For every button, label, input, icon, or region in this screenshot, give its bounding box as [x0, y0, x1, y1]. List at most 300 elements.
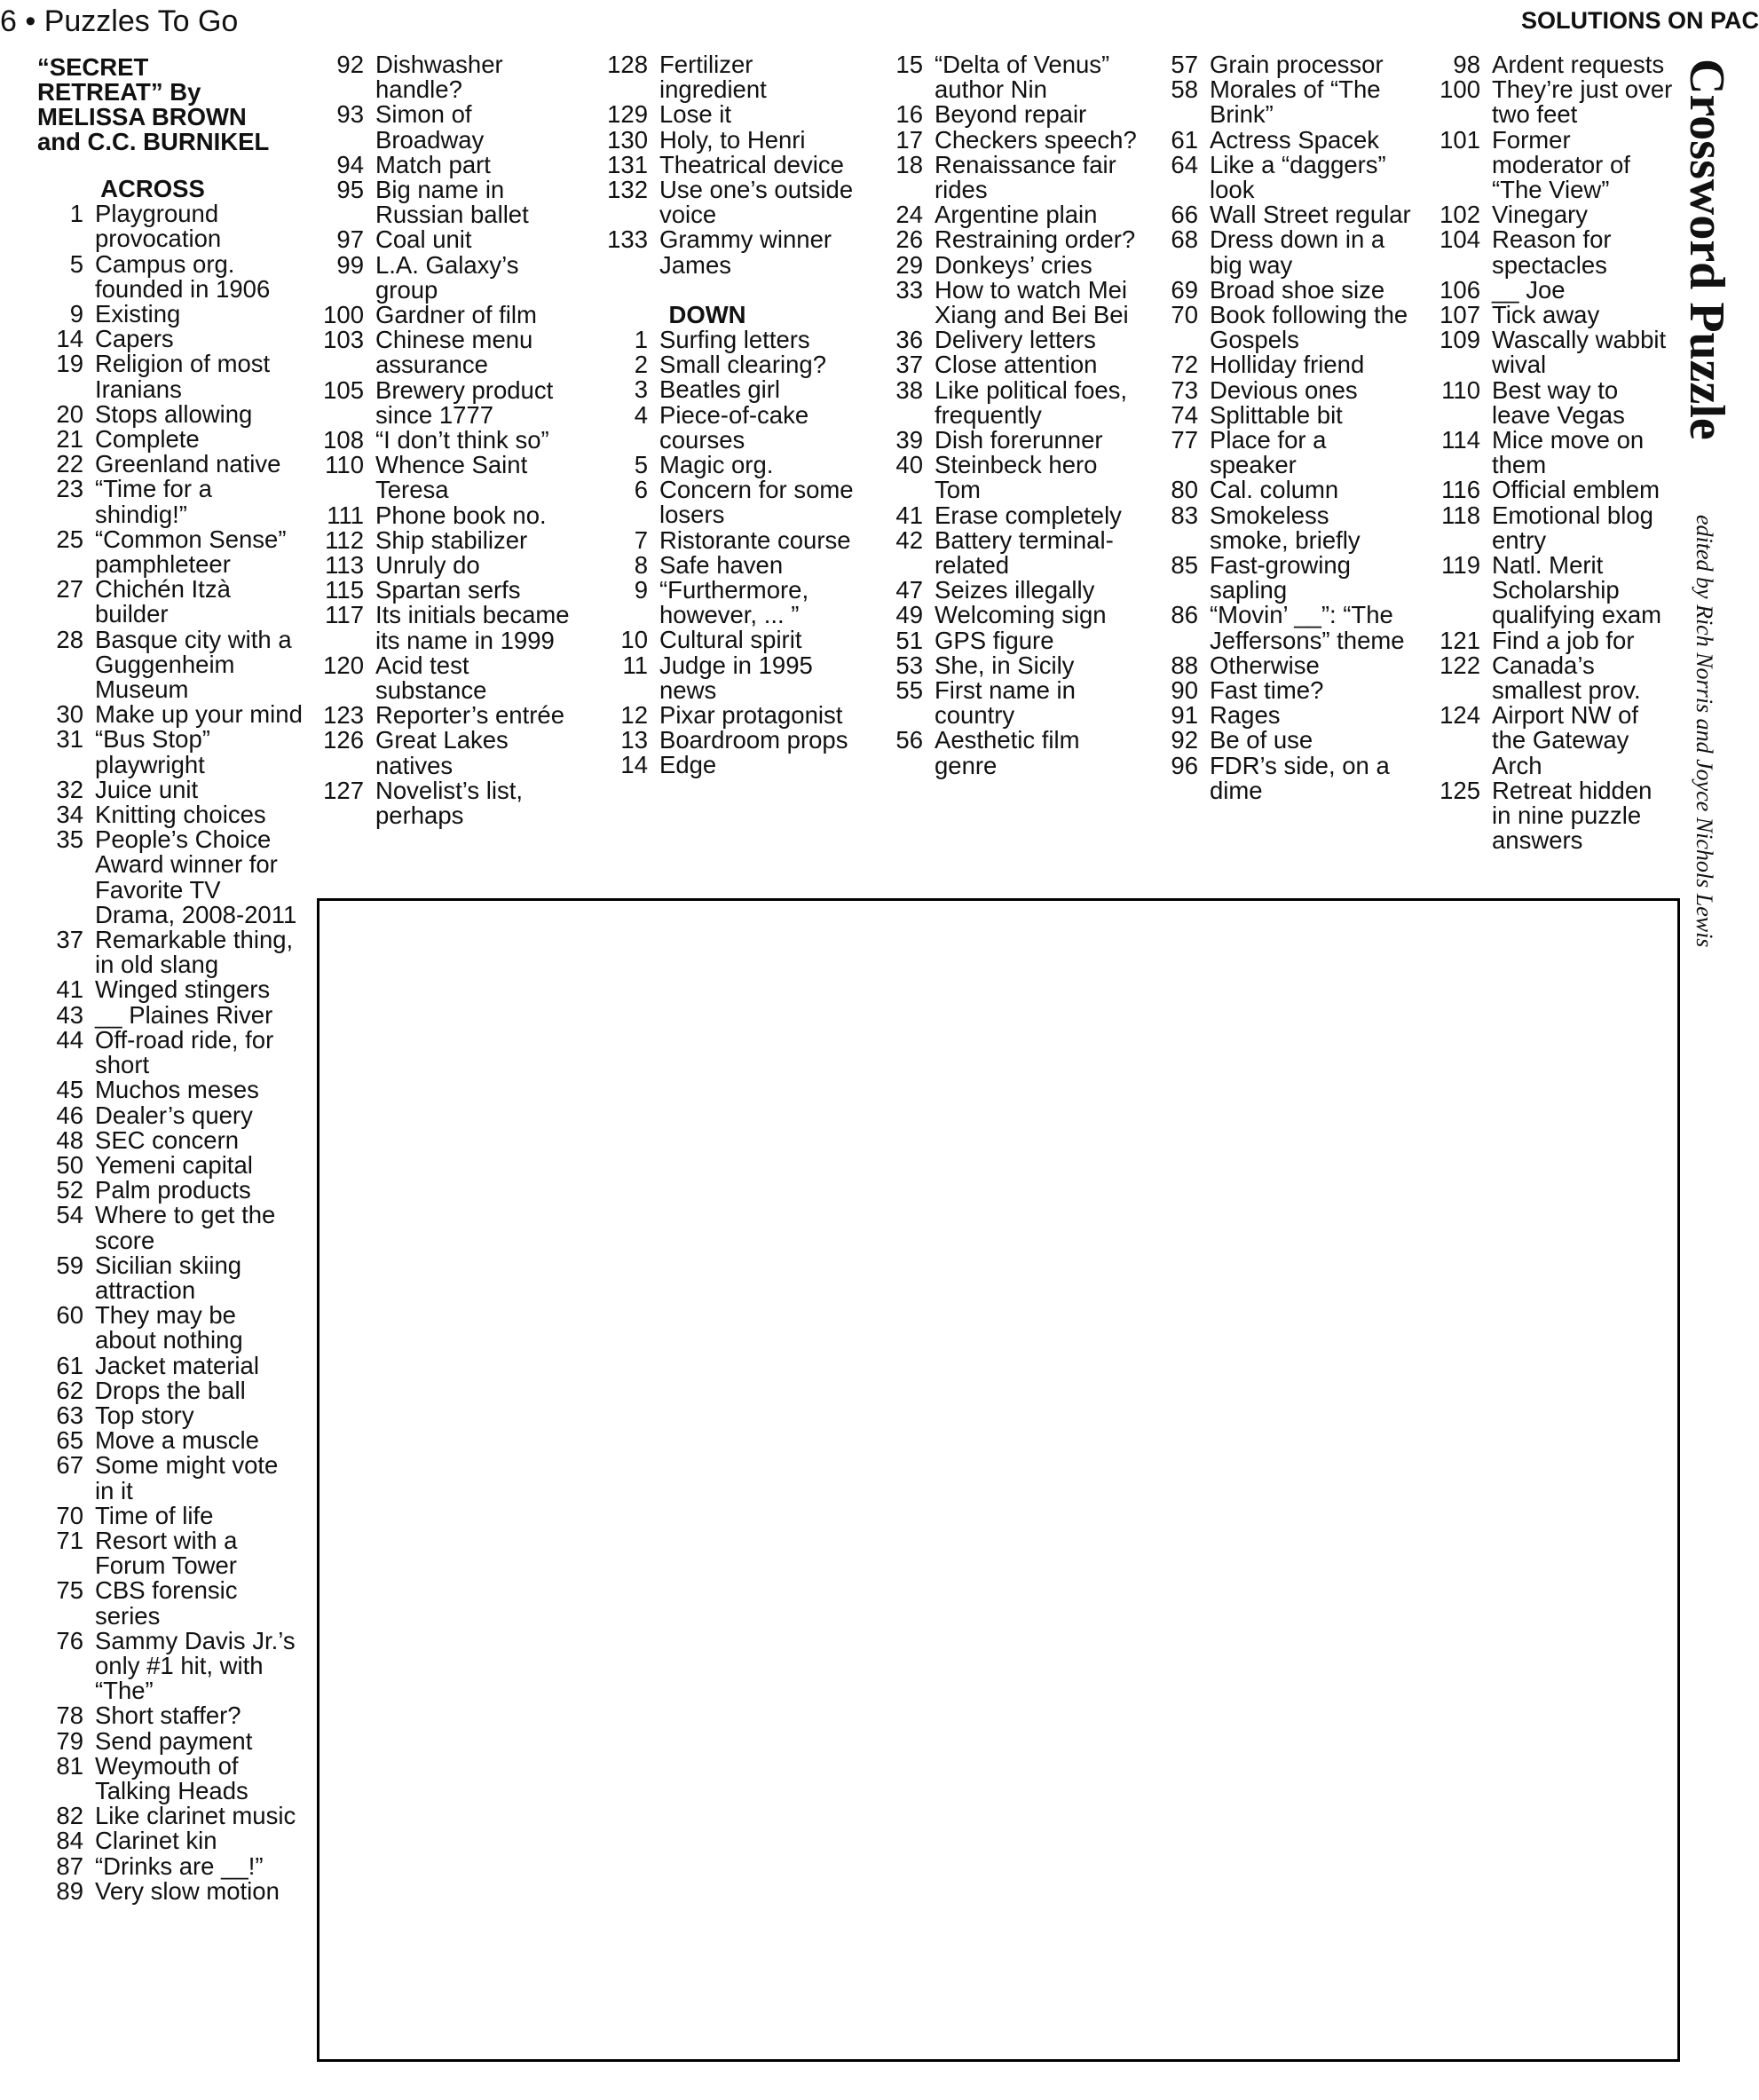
- clue-number: 37: [895, 351, 923, 379]
- down-clue: [872, 250, 1138, 279]
- clue-text: __ Plaines River: [95, 1000, 273, 1029]
- clue-number: 61: [1171, 125, 1198, 154]
- clue-number: 85: [1171, 551, 1198, 580]
- clue-number: 60: [56, 1301, 83, 1330]
- clue-text: Smokeless smoke, briefly: [1210, 501, 1361, 554]
- clue-text: Surfing letters: [659, 326, 810, 354]
- clue-text: Weymouth of Talking Heads: [95, 1751, 248, 1804]
- down-clue: [588, 628, 863, 652]
- clue-text: Gardner of film: [375, 301, 537, 329]
- down-clue: [588, 453, 863, 478]
- clue-text: __ Joe: [1492, 275, 1566, 304]
- clue-text: CBS forensic series: [95, 1576, 238, 1630]
- across-clue: [37, 1578, 304, 1628]
- clue-text: Religion of most Iranians: [95, 350, 271, 403]
- down-clue: [1420, 52, 1677, 77]
- clue-text: Remarkable thing, in old slang: [95, 926, 294, 979]
- clue-text: Chinese menu assurance: [375, 326, 533, 379]
- clue-text: Short staffer?: [95, 1701, 241, 1730]
- clue-text: Natl. Merit Scholarship qualifying exam: [1492, 551, 1662, 629]
- across-clue: [37, 1078, 304, 1102]
- across-clue: [312, 375, 579, 429]
- clue-number: 42: [895, 525, 923, 554]
- clue-number: 81: [56, 1751, 83, 1780]
- clue-text: Official emblem: [1492, 476, 1660, 504]
- clue-text: “Common Sense” pamphleteer: [95, 525, 287, 579]
- clue-number: 27: [56, 575, 83, 604]
- clue-text: Magic org.: [659, 451, 774, 479]
- clue-number: 104: [1440, 225, 1480, 254]
- clue-text: Simon of Broadway: [375, 100, 485, 154]
- down-clue: [588, 703, 863, 728]
- clue-text: “Time for a shindig!”: [95, 475, 212, 528]
- clue-text: Fast-growing sapling: [1210, 551, 1351, 604]
- clue-number: 25: [56, 525, 83, 553]
- clue-number: 69: [1171, 275, 1198, 304]
- clue-text: FDR’s side, on a dime: [1210, 751, 1390, 804]
- clue-text: Phone book no.: [375, 501, 547, 529]
- clue-number: 78: [56, 1701, 83, 1730]
- clue-number: 26: [895, 225, 923, 254]
- down-clue: [872, 678, 1138, 728]
- clue-number: 1: [69, 200, 83, 228]
- clue-text: Emotional blog entry: [1492, 501, 1653, 554]
- clue-number: 68: [1171, 225, 1198, 254]
- clue-number: 84: [56, 1827, 83, 1855]
- down-clue: [872, 227, 1138, 252]
- across-clue: [37, 727, 304, 777]
- clue-number: 123: [323, 701, 364, 730]
- across-clue: [588, 150, 863, 178]
- clue-text: Cal. column: [1210, 476, 1339, 504]
- across-clue: [37, 477, 304, 526]
- clue-text: Greenland native: [95, 450, 281, 478]
- across-clue: [312, 303, 579, 328]
- clue-number: 92: [1171, 726, 1198, 754]
- down-clue: [872, 375, 1138, 429]
- clue-column-1: [37, 177, 304, 1904]
- across-clue: [37, 802, 304, 827]
- clue-number: 9: [634, 576, 648, 604]
- clue-number: 87: [56, 1851, 83, 1880]
- puzzle-byline: [37, 55, 312, 154]
- clue-number: 23: [56, 475, 83, 503]
- across-clue: [588, 102, 863, 127]
- clue-text: Complete: [95, 425, 200, 454]
- clue-text: Renaissance fair rides: [935, 150, 1116, 204]
- clue-text: Juice unit: [95, 775, 199, 803]
- clue-text: Dealer’s query: [95, 1101, 253, 1129]
- clue-number: 127: [323, 776, 364, 804]
- solutions-reference: SOLUTIONS ON PAC: [1520, 7, 1759, 34]
- clue-text: Actress Spacek: [1210, 125, 1380, 154]
- clue-number: 32: [56, 775, 83, 803]
- clue-text: Top story: [95, 1401, 194, 1429]
- clue-text: Fertilizer ingredient: [659, 51, 767, 104]
- clue-number: 128: [607, 51, 648, 78]
- clue-text: Former moderator of “The View”: [1492, 125, 1630, 204]
- across-clue: [588, 52, 863, 102]
- across-clue: [312, 503, 579, 528]
- byline-line: “SECRET: [37, 53, 149, 81]
- clue-text: “Drinks are __!”: [95, 1851, 264, 1880]
- down-clue: [1147, 275, 1413, 304]
- clue-column-6: [1420, 52, 1677, 854]
- across-clue: [312, 653, 579, 703]
- clue-number: 51: [895, 626, 923, 654]
- clue-number: 65: [56, 1426, 83, 1455]
- clue-number: 95: [336, 176, 364, 204]
- clue-text: Reason for spectacles: [1492, 225, 1612, 279]
- clue-number: 14: [620, 751, 648, 779]
- clue-number: 37: [56, 926, 83, 954]
- clue-text: Some might vote in it: [95, 1451, 279, 1504]
- clue-text: Steinbeck hero Tom: [935, 451, 1098, 504]
- clue-number: 7: [634, 525, 648, 554]
- clue-number: 11: [622, 651, 648, 679]
- across-clue: [312, 453, 579, 502]
- clue-number: 5: [634, 451, 648, 479]
- clue-text: Like a “daggers” look: [1210, 150, 1386, 204]
- clue-number: 24: [895, 201, 923, 229]
- down-clue: [588, 525, 863, 554]
- clue-number: 89: [56, 1876, 83, 1905]
- across-clue: [312, 52, 579, 102]
- clue-text: How to watch Mei Xiang and Bei Bei: [935, 275, 1129, 329]
- clue-number: 117: [325, 601, 364, 629]
- clue-number: 100: [323, 301, 364, 329]
- down-clue: [1420, 303, 1677, 328]
- down-clue: [1420, 77, 1677, 127]
- clue-number: 62: [56, 1376, 83, 1404]
- clue-number: 100: [1440, 75, 1480, 104]
- clue-number: 49: [895, 601, 923, 629]
- puzzle-title-container: [1679, 59, 1735, 467]
- clue-number: 80: [1171, 476, 1198, 504]
- clue-text: Basque city with a Guggenheim Museum: [95, 625, 292, 704]
- clue-text: SEC concern: [95, 1125, 240, 1154]
- clue-text: Argentine plain: [935, 201, 1098, 229]
- clue-text: Chichén Itzà builder: [95, 575, 231, 628]
- across-clue: [37, 527, 304, 577]
- clue-number: 6: [634, 476, 648, 504]
- clue-text: Close attention: [935, 351, 1098, 379]
- across-clue: [37, 1501, 304, 1529]
- across-heading: ACROSS: [100, 175, 205, 202]
- clue-text: Beyond repair: [935, 100, 1087, 129]
- clue-number: 39: [895, 426, 923, 454]
- across-clue: [37, 327, 304, 351]
- clue-text: Reporter’s entrée: [375, 701, 564, 730]
- down-clue: [1147, 751, 1413, 804]
- clue-text: Whence Saint Teresa: [375, 451, 528, 504]
- clue-number: 75: [56, 1576, 83, 1605]
- across-clue: [37, 775, 304, 803]
- clue-text: “Bus Stop” playwright: [95, 725, 210, 778]
- across-clue: [37, 1626, 304, 1705]
- down-clue: [1420, 778, 1677, 854]
- down-clue: [1147, 150, 1413, 204]
- down-clue: [1147, 352, 1413, 377]
- clue-text: Drops the ball: [95, 1376, 246, 1404]
- clue-text: Edge: [659, 751, 717, 779]
- clue-number: 130: [607, 125, 648, 154]
- clue-number: 90: [1171, 676, 1198, 705]
- down-clue: [1147, 303, 1413, 352]
- clue-text: Find a job for: [1492, 626, 1635, 654]
- puzzle-title: Crossword Puzzle: [1679, 59, 1734, 440]
- clue-number: 31: [56, 725, 83, 754]
- clue-number: 15: [895, 51, 923, 78]
- across-clue: [37, 1351, 304, 1379]
- clue-number: 29: [895, 250, 923, 279]
- clue-column-3: [588, 52, 863, 778]
- clue-number: 13: [620, 726, 648, 754]
- clue-number: 2: [634, 351, 648, 379]
- clue-number: 113: [325, 551, 364, 580]
- clue-text: Erase completely: [935, 501, 1122, 529]
- down-clue: [588, 328, 863, 352]
- clue-text: Ship stabilizer: [375, 525, 528, 554]
- clue-number: 88: [1171, 651, 1198, 679]
- clue-text: Dishwasher handle?: [375, 51, 503, 104]
- clue-number: 22: [56, 450, 83, 478]
- clue-text: Wall Street regular: [1210, 201, 1411, 229]
- clue-text: Where to get the score: [95, 1201, 276, 1254]
- clue-number: 12: [620, 701, 648, 730]
- down-clue: [872, 52, 1138, 102]
- down-clue: [872, 603, 1138, 628]
- clue-column-5: [1147, 52, 1413, 803]
- clue-text: Safe haven: [659, 550, 784, 579]
- across-clue: [37, 1125, 304, 1154]
- clue-text: Ristorante course: [659, 525, 851, 554]
- down-clue: [872, 202, 1138, 227]
- across-clue: [312, 728, 579, 778]
- across-clue: [37, 1876, 304, 1905]
- clue-text: Spartan serfs: [375, 576, 521, 604]
- down-clue: [588, 653, 863, 703]
- across-clue: [312, 150, 579, 178]
- across-clue: [37, 702, 304, 727]
- clue-number: 64: [1171, 150, 1198, 178]
- byline-line: MELISSA BROWN: [37, 103, 247, 130]
- clue-number: 4: [634, 400, 648, 429]
- across-clue: [37, 1428, 304, 1453]
- clue-text: Book following the Gospels: [1210, 301, 1408, 354]
- clue-number: 121: [1440, 626, 1480, 654]
- clue-text: Airport NW of the Gateway Arch: [1492, 701, 1639, 779]
- clue-text: Dish forerunner: [935, 426, 1103, 454]
- across-clue: [37, 452, 304, 477]
- clue-number: 10: [620, 626, 648, 654]
- down-clue: [1147, 52, 1413, 77]
- clue-text: “Movin’ __”: “The Jeffersons” theme: [1210, 601, 1405, 654]
- clue-number: 76: [56, 1626, 83, 1654]
- across-clue: [37, 1804, 304, 1828]
- across-clue: [37, 427, 304, 452]
- down-clue: [1420, 428, 1677, 478]
- clue-text: Like political foes, frequently: [935, 375, 1128, 429]
- clue-text: “Delta of Venus” author Nin: [935, 51, 1110, 104]
- down-clue: [1420, 328, 1677, 377]
- clue-text: Resort with a Forum Tower: [95, 1526, 238, 1580]
- clue-text: Ardent requests: [1492, 51, 1665, 78]
- clue-text: Rages: [1210, 701, 1281, 730]
- clue-text: First name in country: [935, 676, 1076, 730]
- down-clue: [1147, 375, 1413, 404]
- clue-text: Clarinet kin: [95, 1827, 217, 1855]
- down-clue: [1147, 603, 1413, 652]
- clue-text: Great Lakes natives: [375, 726, 509, 779]
- across-clue: [37, 1103, 304, 1128]
- byline-line: and C.C. BURNIKEL: [37, 128, 270, 155]
- clue-number: 115: [325, 576, 364, 604]
- down-clue: [588, 377, 863, 402]
- clue-text: Morales of “The Brink”: [1210, 75, 1381, 129]
- across-clue: [37, 1528, 304, 1578]
- down-clue: [872, 503, 1138, 528]
- down-clue: [1147, 728, 1413, 753]
- down-clue: [872, 125, 1138, 154]
- clue-text: Holy, to Henri: [659, 125, 806, 154]
- clue-number: 57: [1171, 51, 1198, 78]
- across-clue: [37, 977, 304, 1002]
- clue-number: 56: [895, 726, 923, 754]
- clue-text: Battery terminal-related: [935, 525, 1114, 580]
- clue-number: 70: [1171, 301, 1198, 329]
- page-header-section: 6 • Puzzles To Go: [0, 4, 239, 38]
- down-clue: [588, 400, 863, 454]
- across-clue: [37, 1751, 304, 1804]
- clue-number: 17: [895, 125, 923, 154]
- clue-text: Seizes illegally: [935, 576, 1095, 604]
- down-heading: DOWN: [668, 300, 746, 328]
- clue-text: Send payment: [95, 1726, 253, 1755]
- down-clue: [1420, 478, 1677, 502]
- clue-text: Welcoming sign: [935, 601, 1107, 629]
- clue-number: 44: [56, 1025, 83, 1054]
- clue-text: Donkeys’ cries: [935, 250, 1092, 279]
- clue-text: Very slow motion: [95, 1876, 280, 1905]
- clue-text: Delivery letters: [935, 326, 1096, 354]
- clue-number: 5: [69, 249, 83, 278]
- clue-number: 61: [56, 1351, 83, 1379]
- across-clue: [312, 553, 579, 578]
- across-clue: [37, 625, 304, 704]
- down-clue: [588, 478, 863, 527]
- clue-text: Muchos meses: [95, 1076, 259, 1104]
- down-clue: [1420, 653, 1677, 703]
- clue-text: Theatrical device: [659, 150, 844, 178]
- clue-number: 70: [56, 1501, 83, 1529]
- clue-number: 124: [1440, 701, 1480, 730]
- clue-number: 46: [56, 1101, 83, 1129]
- across-clue: [312, 328, 579, 377]
- across-clue: [37, 1828, 304, 1853]
- clue-text: Brewery product since 1777: [375, 375, 554, 429]
- clue-text: Big name in Russian ballet: [375, 176, 529, 229]
- clue-number: 82: [56, 1802, 83, 1830]
- clue-number: 74: [1171, 400, 1198, 429]
- clue-text: “I don’t think so”: [375, 426, 549, 454]
- clue-text: Existing: [95, 300, 181, 328]
- clue-number: 71: [56, 1526, 83, 1554]
- down-clue: [1147, 503, 1413, 553]
- across-clue: [312, 102, 579, 152]
- clue-text: Broad shoe size: [1210, 275, 1385, 304]
- down-clue: [872, 453, 1138, 502]
- clue-text: Capers: [95, 325, 174, 353]
- byline-line: RETREAT” By: [37, 78, 201, 106]
- down-clue: [1147, 478, 1413, 502]
- clue-number: 58: [1171, 75, 1198, 104]
- clue-number: 67: [56, 1451, 83, 1480]
- clue-number: 53: [895, 651, 923, 679]
- clue-text: Its initials became its name in 1999: [375, 601, 570, 654]
- editor-credit-container: [1688, 515, 1724, 994]
- clue-text: Holliday friend: [1210, 351, 1365, 379]
- across-clue: [37, 249, 304, 303]
- clue-number: 131: [607, 150, 648, 178]
- clue-text: Yemeni capital: [95, 1150, 253, 1179]
- clue-text: Grain processor: [1210, 51, 1384, 78]
- clue-text: Sicilian skiing attraction: [95, 1251, 242, 1304]
- across-clue: [312, 250, 579, 304]
- across-clue: [37, 351, 304, 401]
- clue-text: Otherwise: [1210, 651, 1320, 679]
- clue-number: 1: [634, 326, 648, 354]
- clue-text: Acid test substance: [375, 651, 487, 705]
- clue-number: 93: [336, 100, 364, 129]
- clue-column-2: [312, 52, 579, 828]
- clue-text: Tick away: [1492, 301, 1600, 329]
- down-clue: [872, 428, 1138, 453]
- across-clue: [312, 603, 579, 652]
- clue-number: 3: [634, 375, 648, 404]
- across-clue: [37, 1851, 304, 1880]
- down-clue: [872, 102, 1138, 127]
- clue-number: 83: [1171, 501, 1198, 529]
- clue-text: Sammy Davis Jr.’s only #1 hit, with “The”: [95, 1626, 296, 1705]
- across-clue: [37, 1253, 304, 1303]
- clue-text: Unruly do: [375, 551, 480, 580]
- clue-text: Vinegary: [1492, 201, 1589, 229]
- across-clue: [37, 1726, 304, 1755]
- down-clue: [872, 728, 1138, 778]
- clue-number: 54: [56, 1201, 83, 1229]
- down-clue: [1420, 703, 1677, 778]
- clue-number: 126: [323, 726, 364, 754]
- clue-number: 50: [56, 1150, 83, 1179]
- clue-number: 114: [1441, 426, 1480, 454]
- clue-number: 103: [323, 326, 364, 354]
- clue-text: Dress down in a big way: [1210, 225, 1385, 279]
- clue-number: 43: [56, 1000, 83, 1029]
- clue-text: Beatles girl: [659, 375, 781, 404]
- clue-text: Like clarinet music: [95, 1802, 296, 1830]
- clue-number: 19: [56, 350, 83, 378]
- clue-number: 9: [69, 300, 83, 328]
- clue-text: Wascally wabbit wival: [1492, 326, 1667, 379]
- across-clue: [37, 399, 304, 428]
- clue-text: Playground provocation: [95, 200, 222, 253]
- clue-text: Use one’s outside voice: [659, 176, 854, 229]
- clue-text: Canada’s smallest prov.: [1492, 651, 1641, 705]
- clue-number: 20: [56, 399, 83, 428]
- clue-text: Small clearing?: [659, 351, 827, 379]
- down-clue: [1147, 553, 1413, 603]
